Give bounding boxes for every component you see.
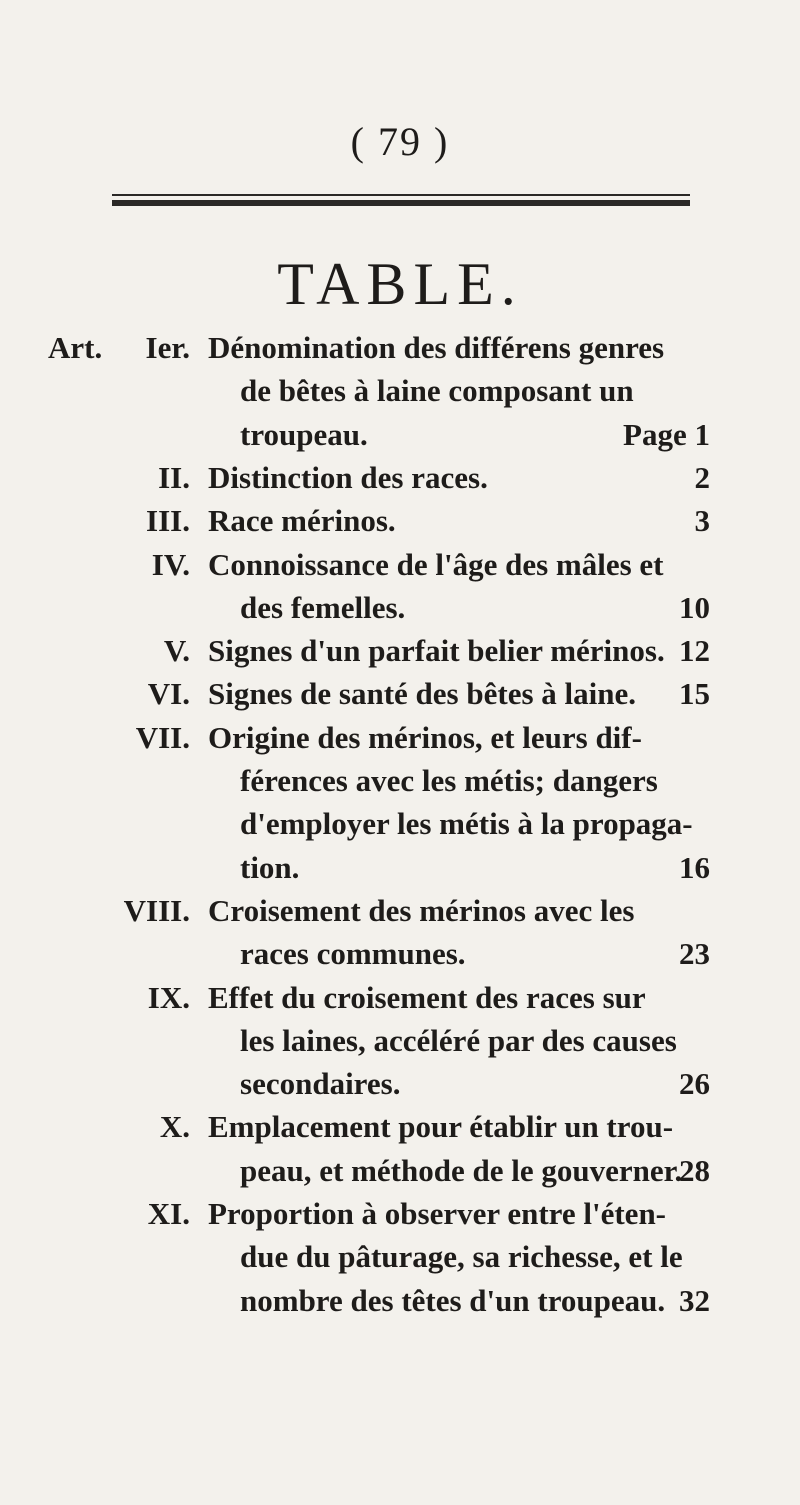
entry-title-continued: races communes.	[240, 936, 466, 972]
entry-page: 28	[679, 1152, 710, 1188]
entry-title: Signes d'un parfait belier mérinos.	[208, 633, 665, 669]
entry-number: III.	[146, 503, 190, 539]
entry-title-continued: nombre des têtes d'un troupeau.	[240, 1282, 666, 1318]
entry-page: 32	[679, 1282, 710, 1318]
entry-title: Connoissance de l'âge des mâles et	[208, 546, 664, 582]
entry-title: Croisement des mérinos avec les	[208, 892, 635, 928]
entry-title-continued: peau, et méthode de le gouverner.	[240, 1152, 683, 1188]
entry-page: Page 1	[623, 416, 710, 452]
entry-title-continued: troupeau.	[240, 416, 368, 452]
entry-page: 16	[679, 849, 710, 885]
entry-page: 3	[694, 503, 710, 539]
entry-title: Signes de santé des bêtes à laine.	[208, 676, 636, 712]
entry-number: XI.	[147, 1196, 190, 1231]
entry-number: Ier.	[145, 330, 190, 365]
entry-page: 12	[679, 633, 710, 669]
entry-number: IX.	[147, 979, 190, 1015]
entry-title: Origine des mérinos, et leurs dif-	[208, 719, 642, 755]
entry-title-continued: due du pâturage, sa richesse, et le	[240, 1239, 683, 1275]
entry-title-continued: secondaires.	[240, 1066, 401, 1102]
entry-title: Race mérinos.	[208, 503, 396, 539]
entry-number: VIII.	[123, 892, 190, 928]
entry-page: 23	[679, 936, 710, 972]
entry-page: 15	[679, 676, 710, 712]
art-label: Art.	[48, 330, 103, 365]
entry-number: V.	[163, 633, 190, 669]
page-number: ( 79 )	[350, 119, 450, 164]
entry-title-continued: d'employer les métis à la propaga-	[240, 806, 693, 842]
entry-title: Effet du croisement des races sur	[208, 979, 646, 1015]
entry-page: 10	[679, 589, 710, 625]
entry-title: Emplacement pour établir un trou-	[208, 1109, 674, 1145]
entry-title-continued: férences avec les métis; dangers	[240, 763, 658, 798]
entry-title-continued: tion.	[240, 849, 300, 885]
entry-title-continued: des femelles.	[240, 589, 406, 625]
entry-title: Distinction des races.	[208, 459, 488, 495]
entry-page: 26	[679, 1066, 710, 1102]
entry-title: Proportion à observer entre l'éten-	[208, 1196, 667, 1231]
entry-number: VI.	[147, 676, 190, 712]
entry-number: IV.	[151, 546, 190, 582]
entry-number: X.	[159, 1109, 190, 1145]
page-heading: TABLE.	[277, 251, 523, 317]
entry-number: VII.	[135, 719, 190, 755]
entry-page: 2	[694, 459, 710, 495]
entry-number: II.	[158, 459, 190, 495]
entry-title: Dénomination des différens genres	[208, 330, 665, 365]
entry-title-continued: les laines, accéléré par des causes	[240, 1022, 677, 1058]
entry-title-continued: de bêtes à laine composant un	[240, 373, 634, 409]
